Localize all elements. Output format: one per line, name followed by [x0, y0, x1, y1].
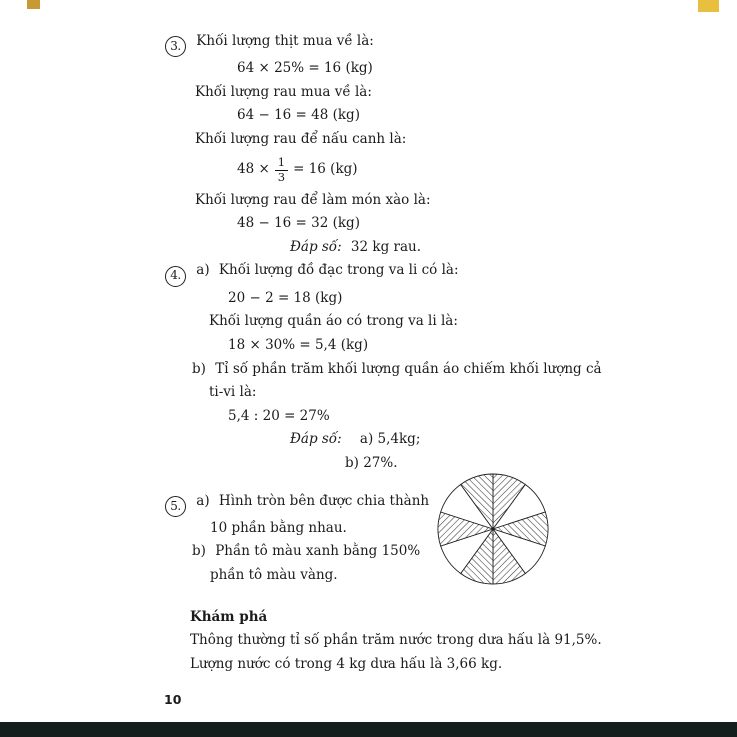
discover-line: Lượng nước có trong 4 kg dưa hấu là 3,66 kg.	[190, 655, 503, 672]
figure-container	[434, 470, 552, 592]
circled-number-4: 4.	[165, 266, 186, 287]
equation-left: 48 ×	[237, 161, 270, 178]
problem-4-first-line	[165, 259, 597, 286]
fraction-denominator: 3	[275, 170, 288, 185]
statement: Khối lượng quần áo có trong va li là:	[209, 313, 458, 330]
problem-5	[165, 490, 597, 592]
top-right-cover-mark	[698, 0, 719, 12]
answer-line	[290, 428, 597, 452]
part-a-label: a)	[196, 262, 210, 279]
statement-continued: phần tô màu vàng.	[210, 566, 338, 583]
answer-b: b) 27%.	[345, 454, 398, 471]
equation-right: = 16 (kg)	[293, 161, 358, 178]
statement: Khối lượng rau mua về là:	[195, 83, 372, 100]
part-b-label: b)	[192, 543, 206, 560]
top-left-cover-mark	[27, 0, 40, 9]
problem-5-text	[165, 490, 429, 592]
discover-section	[190, 606, 602, 677]
statement: Phần tô màu xanh bằng 150%	[215, 543, 421, 560]
problem-4	[165, 259, 602, 475]
discover-line: Thông thường tỉ số phần trăm nước trong dưa hấu là 91,5%.	[190, 632, 602, 649]
circled-number-5: 5.	[165, 496, 186, 517]
statement-continued: 10 phần bằng nhau.	[210, 519, 347, 536]
answer-line	[290, 236, 597, 260]
equation: 20 − 2 = 18 (kg)	[228, 289, 343, 306]
problem-3-first-line	[165, 30, 597, 57]
equation: 48 − 16 = 32 (kg)	[237, 215, 360, 232]
fraction-numerator: 1	[277, 154, 286, 169]
answer-label: Đáp số:	[290, 431, 342, 448]
equation: 64 − 16 = 48 (kg)	[237, 107, 360, 124]
answer-label: Đáp số:	[290, 238, 342, 255]
problem-3	[165, 30, 597, 259]
statement: Khối lượng thịt mua về là:	[196, 33, 374, 49]
answer-text: 32 kg rau.	[350, 238, 421, 255]
part-a-label: a)	[196, 492, 210, 509]
equation: 5,4 : 20 = 27%	[228, 407, 330, 424]
statement-continued: ti-vi là:	[209, 384, 257, 401]
equation-with-fraction	[237, 152, 597, 189]
answer-a: a) 5,4kg;	[359, 431, 421, 448]
statement: Khối lượng rau để làm món xào là:	[195, 191, 431, 208]
discover-heading: Khám phá	[190, 608, 268, 625]
circled-number-3: 3.	[165, 36, 186, 57]
problem-5-first-line	[165, 490, 429, 517]
part-b-label: b)	[192, 360, 206, 377]
page-number: 10	[164, 692, 182, 708]
statement: Hình tròn bên được chia thành	[218, 492, 430, 509]
page-content	[164, 30, 602, 708]
divided-circle-figure	[434, 470, 552, 588]
equation: 18 × 30% = 5,4 (kg)	[228, 336, 369, 353]
statement: Khối lượng đồ đạc trong va li có là:	[218, 262, 459, 279]
part-b-line	[192, 358, 602, 382]
statement: Khối lượng rau để nấu canh là:	[195, 131, 407, 148]
fraction-one-third	[275, 156, 288, 185]
statement: Tỉ số phần trăm khối lượng quần áo chiếm khối lượng cả	[215, 360, 602, 377]
equation: 64 × 25% = 16 (kg)	[237, 60, 373, 77]
part-b-line	[192, 540, 429, 564]
bottom-edge-strip	[0, 722, 737, 737]
